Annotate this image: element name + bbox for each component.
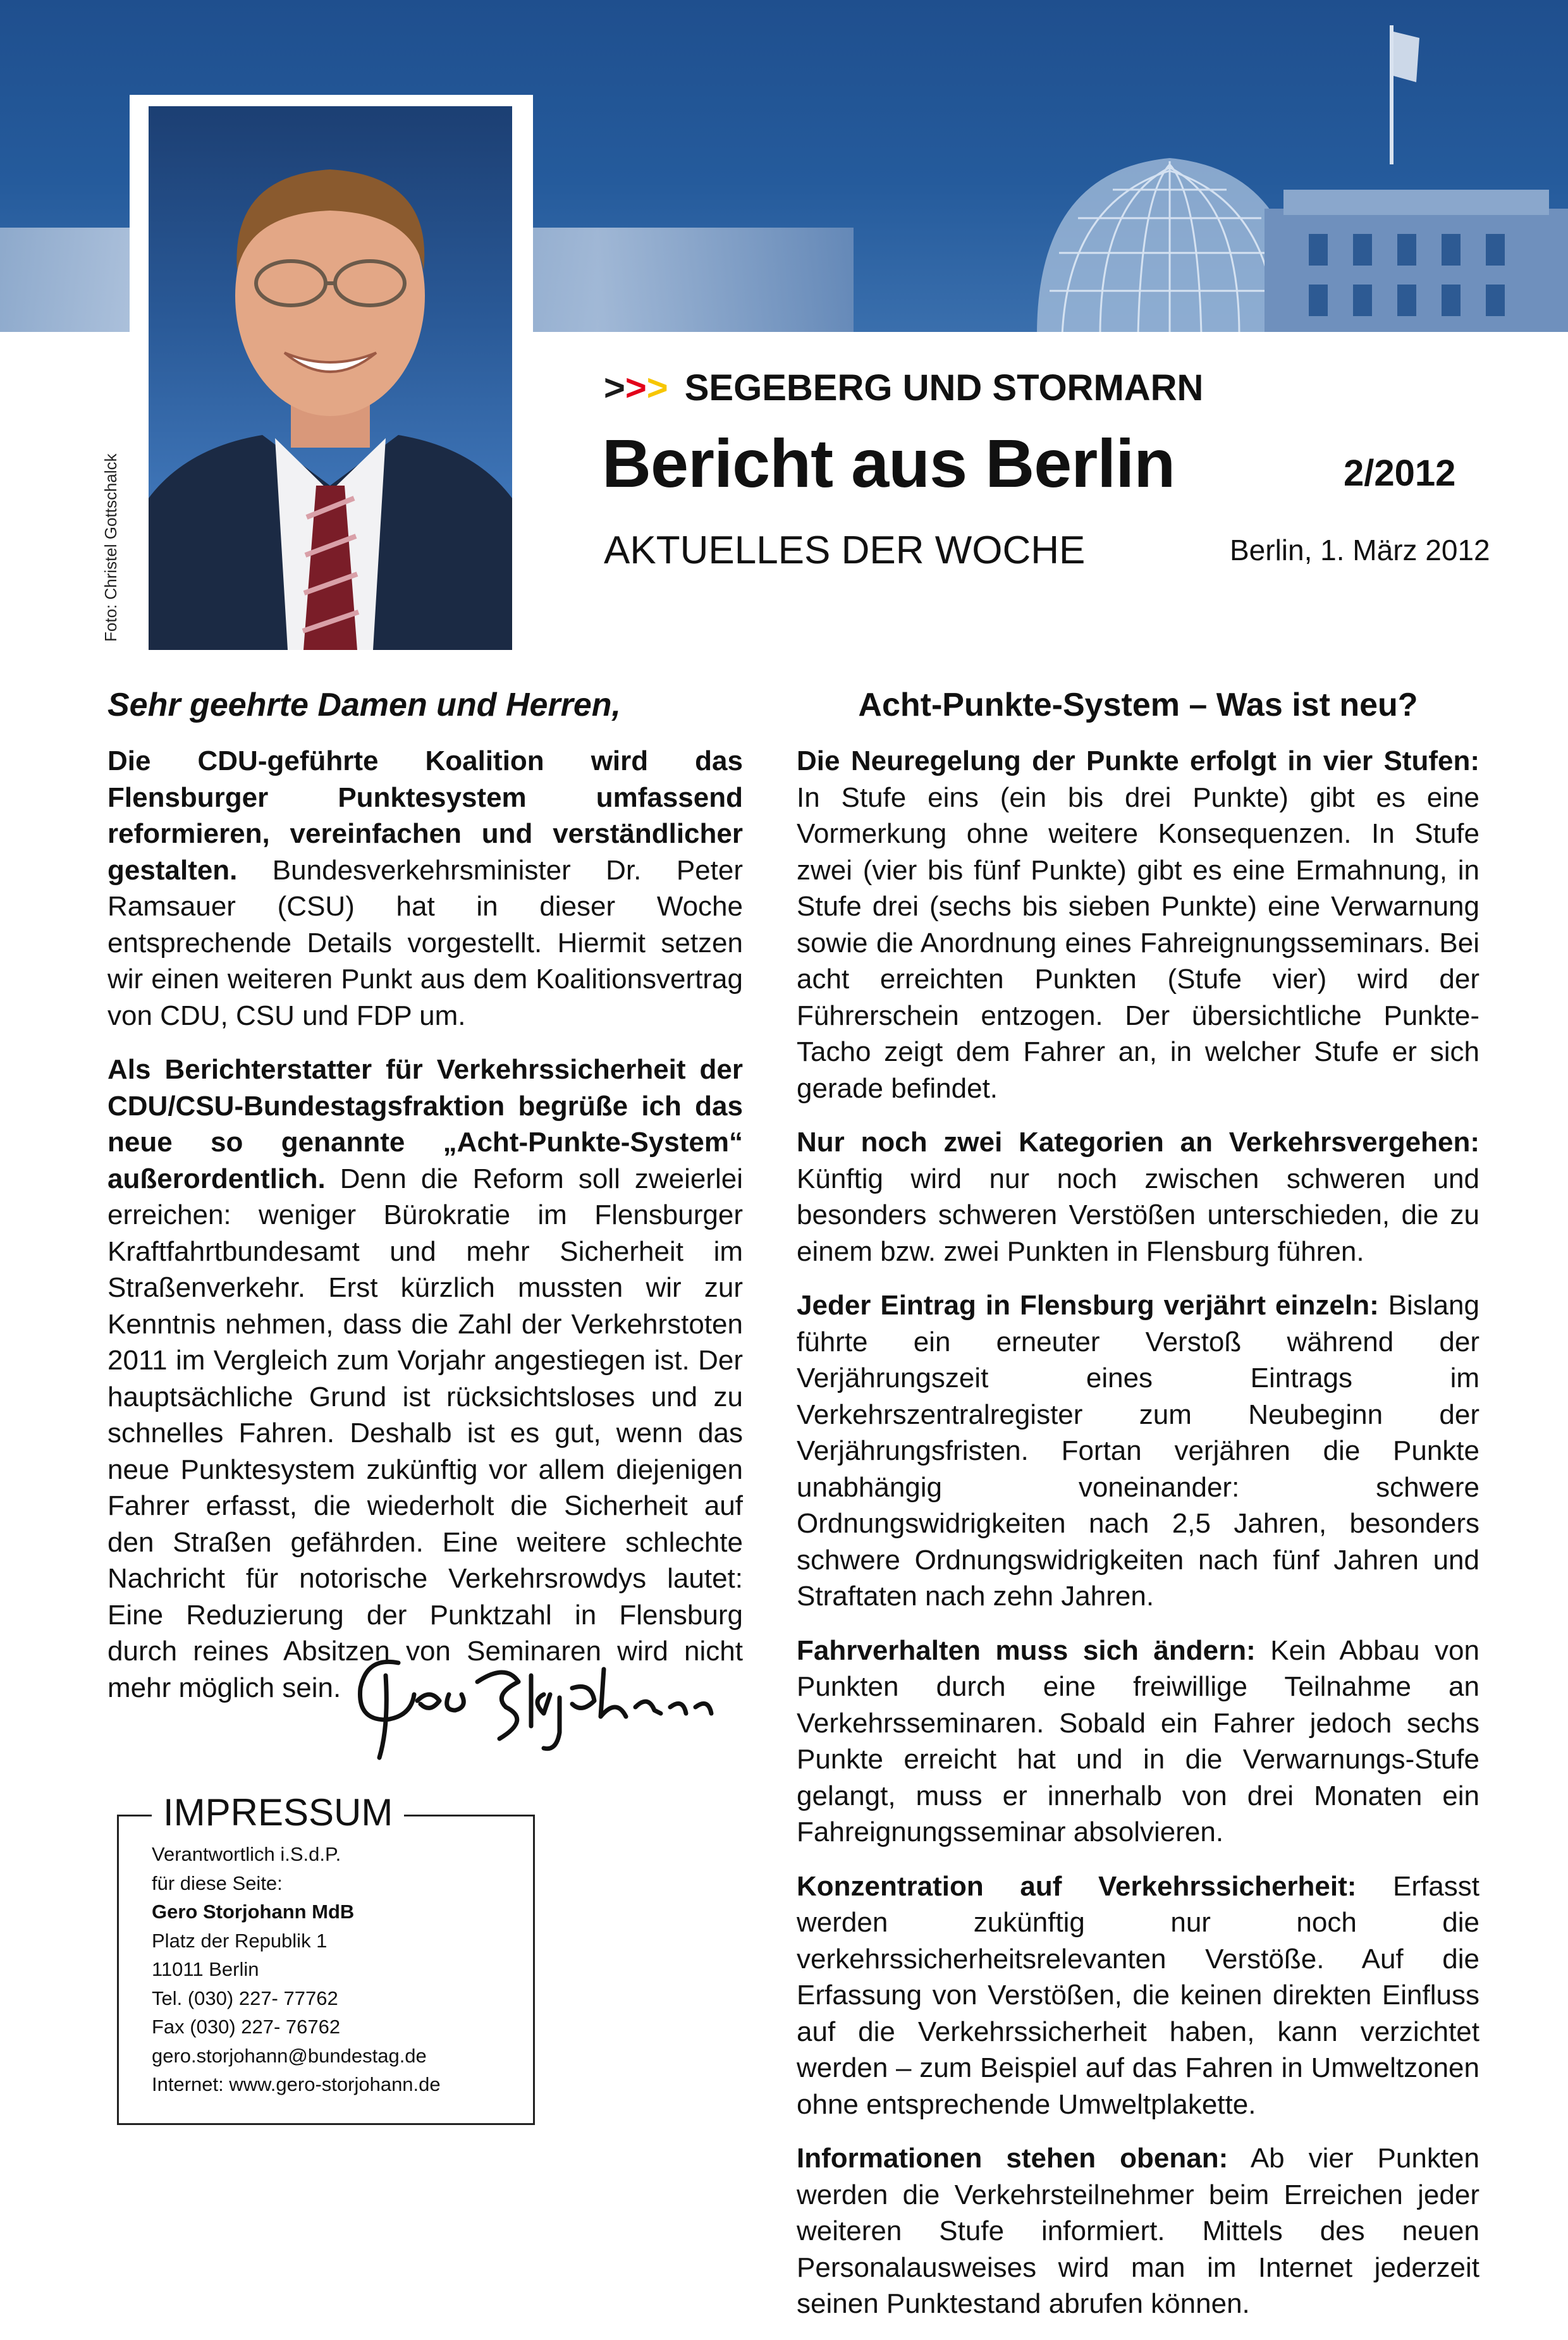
photo-credit: Foto: Christel Gottschalck (101, 453, 120, 642)
impressum-website[interactable]: Internet: www.gero-storjohann.de (152, 2073, 441, 2095)
arrow-glyph-1: > (604, 367, 625, 408)
statement-paragraph (107, 1051, 743, 1706)
impressum-name: Gero Storjohann MdB (152, 1901, 355, 1923)
impressum-line: für diese Seite: (152, 1871, 283, 1894)
point-body: Bislang führte ein erneuter Verstoß während der Verjährungszeit eines Eintrags im Verkehrszentralregister zum Neubeginn der Verjährungsfristen. Fortan verjähren die Punkte unabhängig voneinander: schwere Ordnungswidrigkeiten nach 2,5 Jahren, besonders schwere Ordnungswidrigkeiten nach fünf Jahren und Straftaten nach zehn Jahren. (797, 1290, 1479, 1612)
page-title: Bericht aus Berlin (602, 425, 1175, 501)
flag-image (1385, 25, 1423, 164)
point-body: In Stufe eins (ein bis drei Punkte) gibt es eine Vormerkung ohne weitere Konsequenzen. In Stufe zwei (vier bis fünf Punkte) gibt es eine Ermahnung, in Stufe drei (sechs bis sieben Punkte) eine Verwarnung sowie die Anordnung eines Fahreignungsseminars. Bei acht erreichten Punkten (Stufe vier) wird der Führerschein entzogen. Der übersichtliche Punkte-Tacho zeigt dem Fahrer an, in welcher Stufe er sich gerade befindet. (797, 781, 1479, 1104)
arrow-glyph-2: > (625, 367, 647, 408)
point-paragraph (797, 1868, 1479, 2123)
impressum-details (152, 1840, 441, 2099)
point-lead: Fahrverhalten muss sich ändern: (797, 1634, 1256, 1666)
intro-lead: Die CDU-geführte Koalition wird das Flensburger Punktesystem umfassend reformieren, vereinfachen und verständlicher gestalten. (107, 745, 743, 886)
impressum-tel: Tel. (030) 227- 77762 (152, 1987, 338, 2009)
kicker-text: SEGEBERG UND STORMARN (684, 367, 1204, 408)
point-paragraph (797, 743, 1479, 1106)
point-paragraph (797, 2140, 1479, 2322)
greeting: Sehr geehrte Damen und Herren, (107, 687, 621, 723)
left-column (107, 686, 743, 1724)
point-lead: Informationen stehen obenan: (797, 2143, 1228, 2174)
point-paragraph (797, 1124, 1479, 1270)
impressum-street: Platz der Republik 1 (152, 1929, 328, 1952)
intro-paragraph (107, 743, 743, 1034)
point-lead: Nur noch zwei Kategorien an Verkehrsvergehen: (797, 1127, 1479, 1158)
impressum-email[interactable]: gero.storjohann@bundestag.de (152, 2044, 427, 2067)
reichstag-building-image (1265, 183, 1568, 332)
impressum-city: 11011 Berlin (152, 1958, 259, 1980)
impressum-title: IMPRESSUM (152, 1791, 404, 1834)
point-body: Kein Abbau von Punkten durch eine freiwillige Teilnahme an Verkehrsseminaren. Sobald ein Fahrer jedoch sechs Punkte erreicht hat und in die Verwarnungs-Stufe gelangt, muss er innerhalb von drei Monaten ein Fahreignungsseminar absolvieren. (797, 1634, 1479, 1847)
page-subtitle: AKTUELLES DER WOCHE (604, 529, 1086, 572)
impressum-line: Verantwortlich i.S.d.P. (152, 1843, 341, 1865)
point-lead: Konzentration auf Verkehrssicherheit: (797, 1870, 1357, 1902)
point-body: Ab vier Punkten werden die Verkehrsteilnehmer beim Erreichen jeder weiteren Stufe informiert. Mittels des neuen Personalausweises wird man im Internet jederzeit seinen Punktestand abrufen können. (797, 2143, 1479, 2319)
right-column (797, 686, 1479, 2340)
point-body: Künftig wird nur noch zwischen schweren und besonders schweren Verstößen unterschieden, die zu einem bzw. zwei Punkten in Flensburg führen. (797, 1163, 1479, 1267)
intro-body: Bundesverkehrsminister Dr. Peter Ramsauer (CSU) hat in dieser Woche entsprechende Details vorgestellt. Hiermit setzen wir einen weiteren Punkt aus dem Koalitionsvertrag von CDU, CSU und FDP um. (107, 854, 743, 1031)
handwritten-signature (341, 1638, 746, 1770)
impressum-fax: Fax (030) 227- 76762 (152, 2016, 341, 2038)
statement-lead: Als Berichterstatter für Verkehrssicherheit der CDU/CSU-Bundestagsfraktion begrüße ich das neue so genannte „Acht-Punkte-System“ außerordentlich. (107, 1054, 743, 1194)
point-lead: Jeder Eintrag in Flensburg verjährt einzeln: (797, 1290, 1379, 1321)
point-paragraph (797, 1632, 1479, 1851)
issue-number: 2/2012 (1344, 453, 1456, 494)
kicker (604, 367, 1203, 409)
point-body: Erfasst werden zukünftig nur noch die verkehrssicherheitsrelevanten Verstöße. Auf die Erfassung von Verstößen, die keinen direkten Einfluss auf die Verkehrssicherheit haben, kann verzichtet werden – zum Beispiel auf das Fahren in Umweltzonen ohne entsprechende Umweltplakette. (797, 1870, 1479, 2120)
point-paragraph (797, 1287, 1479, 1615)
point-lead: Die Neuregelung der Punkte erfolgt in vier Stufen: (797, 745, 1479, 776)
dateline: Berlin, 1. März 2012 (1230, 534, 1490, 567)
right-heading: Acht-Punkte-System – Was ist neu? (858, 687, 1418, 723)
statement-body: Denn die Reform soll zweierlei erreichen: weniger Bürokratie im Flensburger Kraftfahrtbundesamt und mehr Sicherheit im Straßenverkehr. Erst kürzlich mussten wir zur Kenntnis nehmen, dass die Zahl der Verkehrstoten 2011 im Vergleich zum Vorjahr angestiegen ist. Der hauptsächliche Grund ist rücksichtsloses und zu schnelles Fahren. Deshalb ist es gut, wenn das neue Punktesystem zukünftig vor allem diejenigen Fahrer erfasst, die wiederholt die Sicherheit auf den Straßen gefährden. Eine weitere schlechte Nachricht für notorische Verkehrsrowdys lautet: Eine Reduzierung der Punktzahl in Flensburg durch reines Absitzen von Seminaren wird nicht mehr möglich sein. (107, 1163, 743, 1703)
arrow-glyph-3: > (646, 367, 668, 408)
portrait-photo (149, 106, 512, 650)
